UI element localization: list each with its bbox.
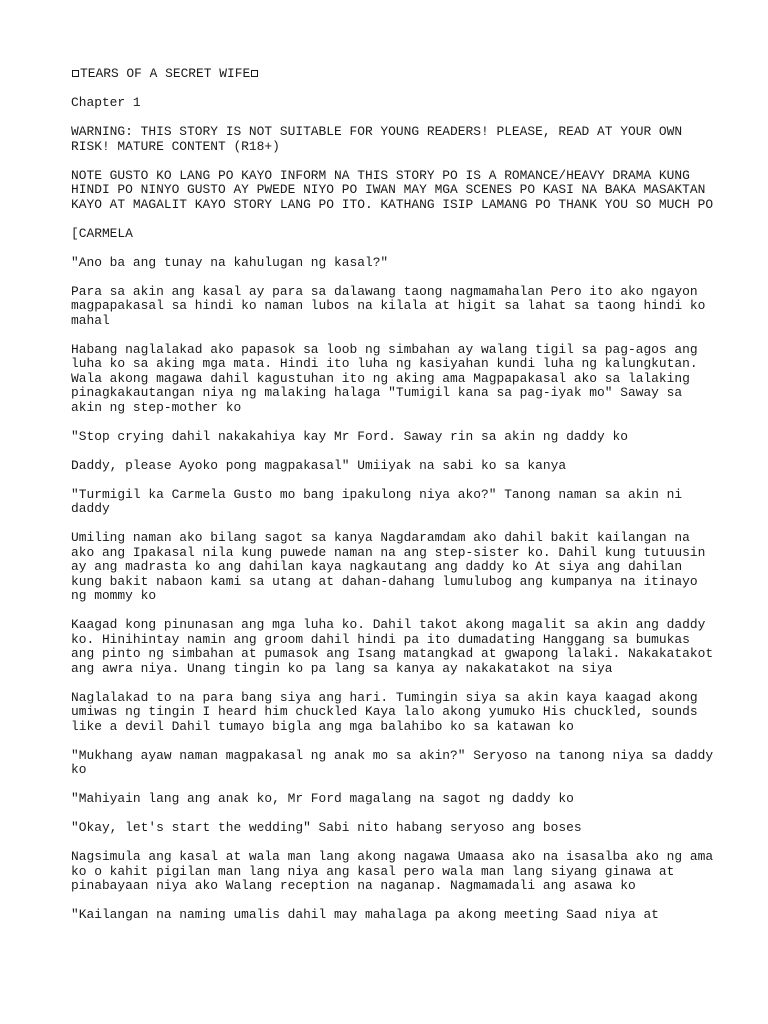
paragraph-narrator: [CARMELA [71, 225, 133, 241]
paragraph-note: NOTE GUSTO KO LANG PO KAYO INFORM NA THIS STORY PO IS A ROMANCE/HEAVY DRAMA KUNG HINDI PO NINYO GUSTO AY PWEDE NIYO PO IWAN MAY MGA SCENES PO KASI NA BAKA MASAKTAN KAYO AT MAGALIT KAYO STORY LANG PO ITO. KATHANG ISIP LAMANG PO THANK YOU SO MUCH PO [71, 167, 714, 212]
paragraph: Umiling naman ako bilang sagot sa kanya Nagdaramdam ako dahil bakit kailangan na ako ang Ipakasal nila kung puwede naman na ang step-sister ko. Dahil kung tutuusin ay ang madrasta ko ang dahilan kaya nagkautang ang daddy ko At siya ang dahilan kung bakit nabaon kami sa utang at dahan-dahang lumulubog ang kumpanya na itinayo ng mommy ko [71, 530, 706, 603]
paragraph: "Turmigil ka Carmela Gusto mo bang ipakulong niya ako?" Tanong naman sa akin ni daddy [71, 486, 683, 516]
paragraph: "Mukhang ayaw naman magpakasal ng anak mo sa akin?" Seryoso na tanong niya sa daddy ko [71, 747, 714, 777]
paragraph: Kaagad kong pinunasan ang mga luha ko. Dahil takot akong magalit sa akin ang daddy ko. Hinihintay namin ang groom dahil hindi pa ito dumadating Hanggang sa bumukas ang pinto ng simbahan at pumasok ang Isang matangkad at gwapong lalaki. Nakakatakot ang awra niya. Unang tingin ko pa lang sa kanya ay nakakatakot na siya [71, 617, 714, 676]
box-glyph-icon [72, 70, 79, 77]
paragraph: Para sa akin ang kasal ay para sa dalawang taong nagmamahalan Pero ito ako ngayon magpapakasal sa hindi ko naman lubos na kilala at higit sa lahat sa taong hindi ko mahal [71, 283, 706, 328]
story-title [71, 67, 728, 82]
paragraph: Daddy, please Ayoko pong magpakasal" Umiiyak na sabi ko sa kanya [71, 457, 567, 473]
story-title-text: TEARS OF A SECRET WIFE [80, 66, 251, 81]
paragraph: "Stop crying dahil nakakahiya kay Mr Ford. Saway rin sa akin ng daddy ko [71, 428, 628, 444]
paragraph: "Kailangan na naming umalis dahil may mahalaga pa akong meeting Saad niya at [71, 907, 659, 922]
box-glyph-icon [251, 70, 258, 77]
paragraph: "Ano ba ang tunay na kahulugan ng kasal?" [71, 254, 389, 270]
chapter-heading: Chapter 1 [71, 95, 141, 110]
paragraph: Habang naglalakad ako papasok sa loob ng simbahan ay walang tigil sa pag-agos ang luha ko sa aking mga mata. Hindi ito luha ng kasiyahan kundi luha ng kalungkutan. Wala akong magawa dahil kagustuhan ito ng aking ama Magpapakasal ako sa lalaking pinagkakautangan niya ng malaking halaga "Tumigil kana sa pag-iyak mo" Saway sa akin ng step-mother ko [71, 341, 698, 415]
paragraph-warning: WARNING: THIS STORY IS NOT SUITABLE FOR YOUNG READERS! PLEASE, READ AT YOUR OWN RISK! MATURE CONTENT (R18+) [71, 124, 683, 154]
paragraph: "Okay, let's start the wedding" Sabi nito habang seryoso ang boses [71, 820, 582, 835]
paragraph: Naglalakad to na para bang siya ang hari. Tumingin siya sa akin kaya kaagad akong umiwas ng tingin I heard him chuckled Kaya lalo akong yumuko His chuckled, sounds like a devil Dahil tumayo bigla ang mga balahibo ko sa katawan ko [71, 689, 698, 734]
paragraph: Nagsimula ang kasal at wala man lang akong nagawa Umaasa ako na isasalba ako ng ama ko o kahit pigilan man lang niya ang kasal pero wala man lang siyang ginawa at pinabayaan niya ako Walang reception na naganap. Nagmamadali ang asawa ko [71, 849, 714, 893]
paragraph: "Mahiyain lang ang anak ko, Mr Ford magalang na sagot ng daddy ko [71, 791, 574, 806]
